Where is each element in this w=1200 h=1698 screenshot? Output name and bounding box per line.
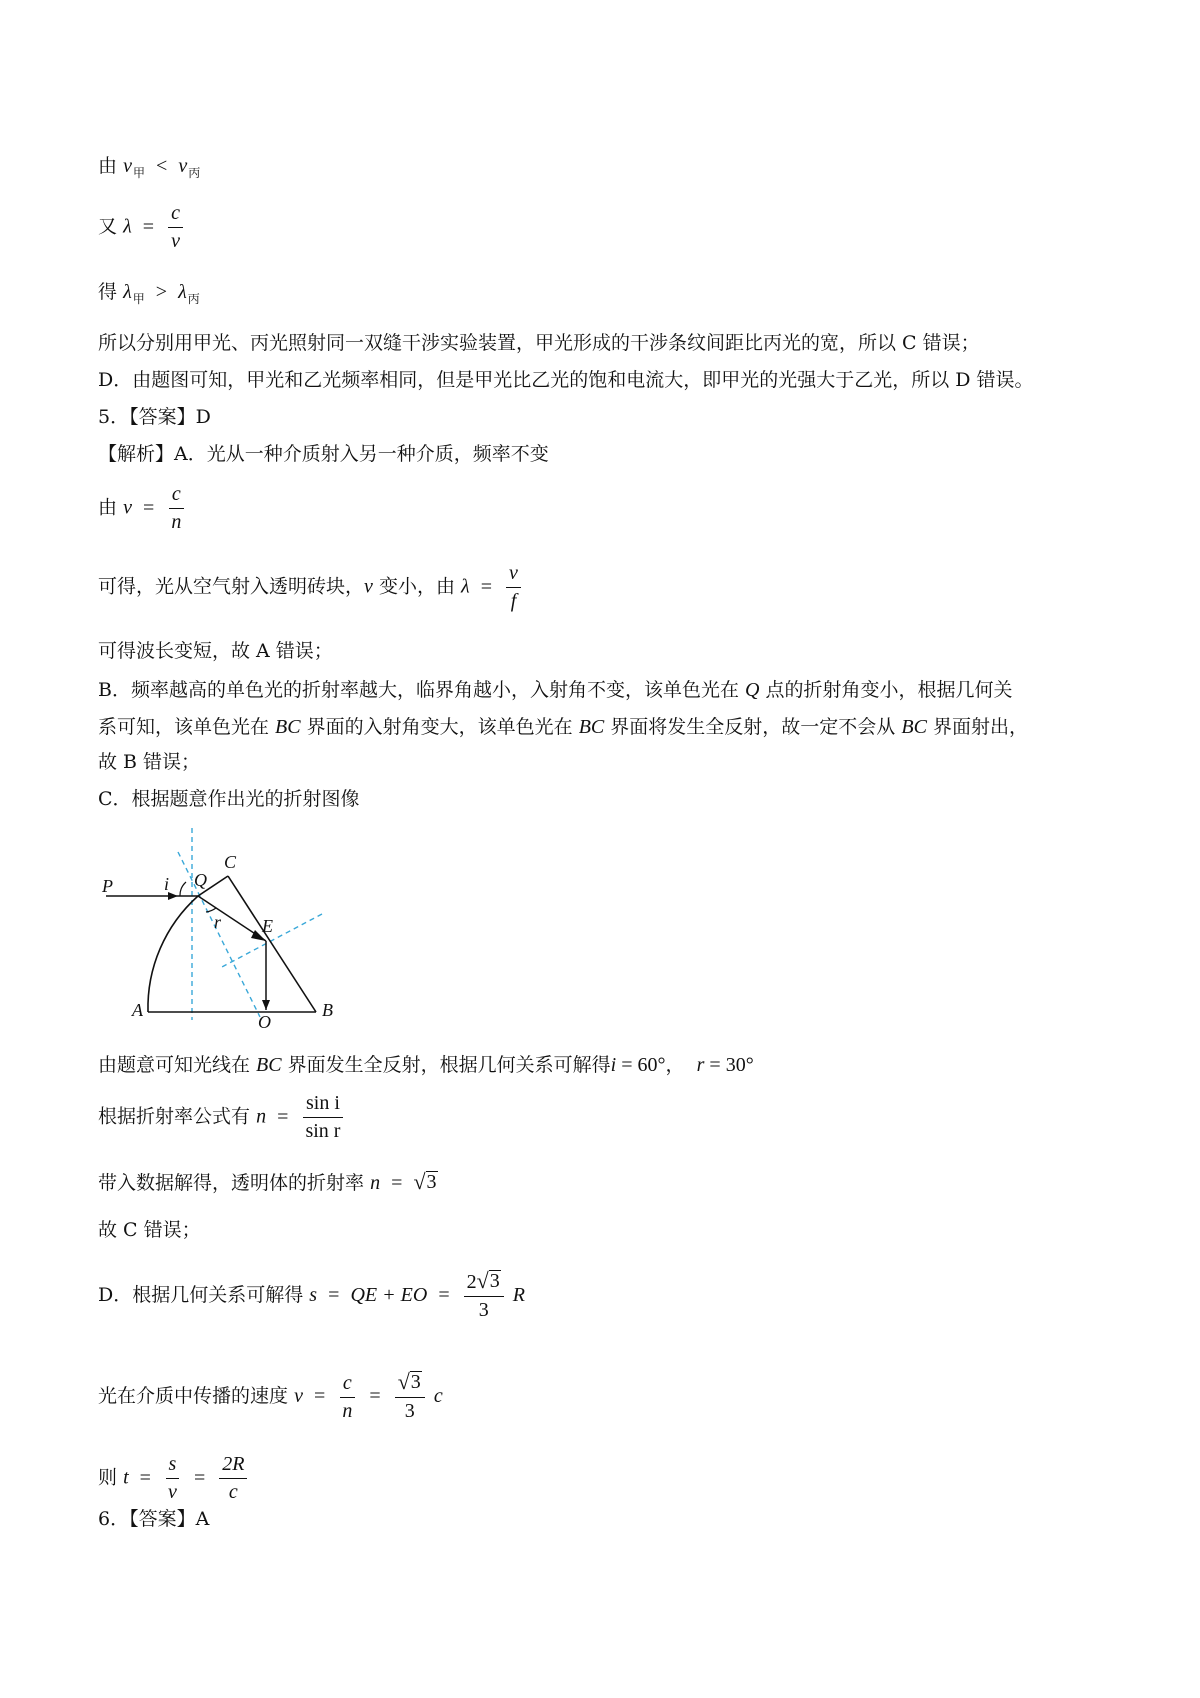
math-v: v (294, 1385, 303, 1407)
text: 光在介质中传播的速度 (98, 1385, 289, 1407)
text: ， (665, 1054, 685, 1076)
sqrt (398, 1371, 422, 1393)
math-value: 60° (637, 1054, 666, 1076)
radical-sign: √ (476, 1268, 489, 1293)
math-op: = (391, 1172, 403, 1194)
numerator: c (168, 202, 183, 228)
text: 由 (98, 155, 118, 177)
math-v: v (178, 155, 188, 177)
math-op: = (143, 496, 155, 519)
paragraph-line: 故 B 错误； (98, 751, 201, 773)
line-time (98, 1453, 250, 1504)
coefficient: 2 (466, 1271, 477, 1293)
math-BC: BC (275, 716, 301, 738)
text: 带入数据解得，透明体的折射率 (98, 1172, 365, 1194)
denominator: c (228, 1481, 238, 1503)
text: 根据折射率公式有 (98, 1105, 251, 1128)
line-path-length (98, 1270, 525, 1322)
math-BC: BC (256, 1054, 282, 1076)
denominator: v (171, 230, 180, 252)
math-op: > (155, 281, 168, 303)
math-op: = (139, 1466, 151, 1489)
math-op: = (369, 1385, 381, 1407)
refraction-diagram (100, 822, 340, 1032)
line-velocity-formula (98, 483, 187, 534)
denominator: sin r (305, 1120, 341, 1142)
fraction (302, 1092, 343, 1143)
math-op: = (328, 1284, 340, 1306)
numerator: s (166, 1453, 180, 1479)
math-op: = (438, 1284, 450, 1306)
math-i: i (610, 1054, 617, 1076)
label-r: r (214, 912, 222, 932)
math-v: v (364, 575, 373, 598)
math-v: v (123, 155, 132, 177)
label-C: C (224, 852, 237, 872)
label-B: B (322, 1000, 333, 1020)
denominator: f (510, 590, 517, 612)
math-c: c (433, 1385, 443, 1407)
fraction (165, 1453, 180, 1504)
math-lambda: λ (178, 281, 187, 303)
line-wavelength-change (98, 562, 524, 613)
numerator (464, 1270, 504, 1297)
paragraph-line: 故 C 错误； (98, 1219, 201, 1241)
text: D．根据几何关系可解得 (98, 1284, 304, 1306)
line-angles (98, 1055, 754, 1075)
math-R: R (512, 1284, 525, 1306)
math-lambda: λ (123, 215, 132, 238)
denominator: 3 (404, 1400, 415, 1422)
paragraph-line: 【解析】A．光从一种介质射入另一种介质，频率不变 (98, 443, 549, 465)
math-expression: QE + EO (350, 1284, 428, 1306)
math-n: n (256, 1105, 267, 1128)
math-value: 30° (725, 1054, 754, 1076)
arrow-head (262, 1000, 270, 1010)
paragraph-line: 可得波长变短，故 A 错误； (98, 640, 333, 662)
denominator: v (168, 1481, 177, 1503)
paragraph-line (98, 717, 1028, 737)
radicand: 3 (410, 1371, 421, 1393)
math-r: r (696, 1054, 705, 1076)
answer-heading-5: 5．【答案】D (98, 406, 211, 428)
fraction (395, 1371, 425, 1423)
math-op: = (709, 1054, 721, 1076)
math-op: < (156, 155, 168, 177)
prism-arc (148, 896, 198, 1012)
numerator: sin i (303, 1092, 343, 1118)
answer-heading-6: 6．【答案】A (98, 1508, 210, 1530)
text: 可得，光从空气射入透明砖块， (98, 575, 365, 598)
text: 界面的入射角变大，该单色光在 (300, 716, 579, 738)
fraction (168, 202, 183, 253)
text: 由 (98, 496, 118, 519)
radicand: 3 (489, 1270, 500, 1292)
math-t: t (123, 1466, 129, 1489)
label-E: E (262, 916, 273, 936)
denominator: n (342, 1399, 353, 1422)
line-speed-in-medium (98, 1371, 443, 1423)
math-v: v (123, 496, 132, 519)
label-Q: Q (194, 870, 207, 890)
math-op: = (277, 1105, 289, 1128)
text: 由题意可知光线在 (98, 1054, 257, 1076)
sqrt (413, 1171, 437, 1193)
fraction (219, 1453, 247, 1504)
text: 界面射出， (926, 716, 1028, 738)
radical-sign: √ (397, 1369, 410, 1394)
math-s: s (309, 1284, 318, 1306)
text: 则 (98, 1466, 118, 1489)
normal-line-q (178, 852, 260, 1017)
numerator: v (506, 562, 521, 588)
label-A: A (132, 1000, 143, 1020)
text: 得 (98, 281, 118, 303)
paragraph-line (98, 680, 1013, 700)
label-O: O (258, 1012, 271, 1032)
text: 又 (98, 215, 118, 238)
text: 点的折射角变小，根据几何关 (759, 679, 1013, 701)
subscript-bing: 丙 (187, 292, 200, 306)
fraction (506, 562, 521, 613)
angle-i-arc (180, 882, 186, 896)
math-n: n (370, 1172, 381, 1194)
line-refraction-index-formula (98, 1092, 346, 1143)
math-lambda: λ (123, 281, 132, 303)
radicand: 3 (426, 1171, 437, 1193)
subscript-jia: 甲 (132, 166, 145, 180)
line-wavelength-formula (98, 202, 186, 253)
subscript-bing: 丙 (188, 166, 201, 180)
sqrt (477, 1270, 501, 1292)
paragraph-line: 所以分别用甲光、丙光照射同一双缝干涉实验装置，甲光形成的干涉条纹间距比丙光的宽，所以 C 错误； (98, 332, 980, 354)
radical-sign: √ (413, 1169, 426, 1194)
fraction (168, 483, 184, 534)
math-op: = (480, 575, 492, 598)
numerator: c (340, 1372, 355, 1398)
prism-edge-cb (228, 876, 316, 1012)
math-op: = (142, 215, 155, 238)
numerator: c (169, 483, 184, 509)
denominator: 3 (478, 1299, 489, 1321)
math-op: = (314, 1385, 326, 1407)
math-op: = (193, 1466, 206, 1489)
text: 界面将发生全反射，故一定不会从 (604, 716, 902, 738)
label-P: P (102, 876, 113, 896)
fraction (464, 1270, 504, 1322)
math-lambda: λ (461, 575, 470, 598)
text: 界面发生全反射，根据几何关系可解得 (281, 1054, 611, 1076)
math-Q: Q (745, 679, 760, 701)
math-op: = (621, 1054, 633, 1076)
math-BC: BC (578, 716, 605, 738)
text: B．频率越高的单色光的折射率越大，临界角越小，入射角不变，该单色光在 (98, 679, 746, 701)
denominator: n (171, 511, 182, 533)
line-velocity-compare (98, 155, 201, 180)
line-refraction-index-value (98, 1171, 438, 1193)
text: 系可知，该单色光在 (98, 716, 276, 738)
line-wavelength-compare (98, 281, 200, 306)
paragraph-line: C．根据题意作出光的折射图像 (98, 788, 360, 810)
numerator (395, 1371, 425, 1398)
paragraph-line: D．由题图可知，甲光和乙光频率相同，但是甲光比乙光的饱和电流大，即甲光的光强大于乙光，所以 D 错误。 (98, 369, 1034, 391)
numerator: 2R (219, 1453, 247, 1479)
subscript-jia: 甲 (132, 292, 145, 306)
text: 变小，由 (372, 575, 455, 598)
label-i: i (164, 874, 170, 894)
arrow-head (168, 892, 178, 900)
math-BC: BC (901, 716, 927, 738)
fraction (339, 1372, 355, 1423)
